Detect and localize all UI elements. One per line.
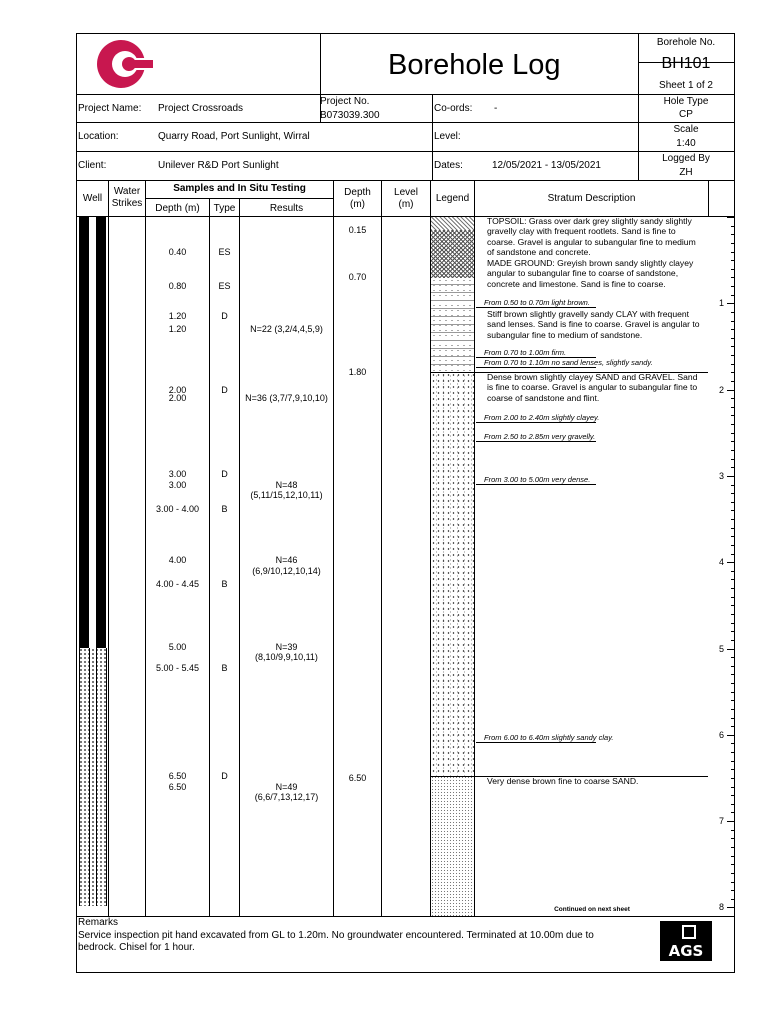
scale-tick [731, 890, 734, 891]
logged-by-label: Logged By [662, 153, 710, 164]
scale-tick [731, 485, 734, 486]
depth-scale-axis [734, 217, 735, 916]
sample-results: N=46 [275, 555, 298, 565]
sample-depth: 2.00 [168, 393, 187, 403]
page-title: Borehole Log [388, 49, 561, 81]
scale-tick [731, 640, 734, 641]
col-sample-type: Type [213, 203, 236, 214]
scale-tick [731, 355, 734, 356]
sample-depth: 4.00 - 4.45 [155, 579, 200, 589]
scale-tick [731, 364, 734, 365]
log-sheet [76, 33, 735, 973]
well-casing-right [96, 217, 106, 648]
sample-depth: 2.00 [168, 385, 187, 395]
scale-tick [731, 433, 734, 434]
col-stratum: Stratum Description [547, 193, 636, 204]
stratum-depth: 0.15 [348, 225, 367, 235]
stratum-description: Stiff brown slightly gravelly sandy CLAY with frequent sand lenses. Sand is fine to coarse. Gravel is angular to subangular fine to medium of sandstone. [487, 309, 700, 340]
sample-depth: 6.50 [168, 771, 187, 781]
project-name: Project Crossroads [158, 103, 244, 114]
scale-tick [731, 441, 734, 442]
sub-note-underline [476, 441, 596, 442]
scale-tick [731, 804, 734, 805]
sample-type: D [221, 311, 228, 321]
sample-depth: 3.00 [168, 469, 187, 479]
sample-results: N=36 (3,7/7,9,10,10) [245, 393, 328, 403]
scale-tick [731, 381, 734, 382]
scale-tick [731, 528, 734, 529]
scale-tick [731, 847, 734, 848]
sample-type: B [221, 579, 228, 589]
company-logo [95, 38, 155, 90]
scale-tick [727, 735, 735, 736]
scale-tick [727, 562, 735, 563]
scale-tick [731, 709, 734, 710]
scale-tick [731, 588, 734, 589]
scale-tick [731, 787, 734, 788]
stratum-description: TOPSOIL: Grass over dark grey slightly sandy slightly gravelly clay with frequent rootlets. Sand is fine to coarse. Gravel is angular to subangular fine to medium of sandstone and concrete. [487, 216, 696, 257]
scale-tick [731, 864, 734, 865]
scale-tick [731, 761, 734, 762]
sample-depth: 1.20 [168, 311, 187, 321]
borehole-no: BH101 [661, 55, 711, 72]
scale-label: 6 [718, 730, 724, 740]
dates-value: 12/05/2021 - 13/05/2021 [492, 160, 601, 171]
scale-tick [731, 424, 734, 425]
scale-tick [731, 234, 734, 235]
scale-tick [727, 303, 735, 304]
scale-label: 5 [718, 644, 724, 654]
legend-sand [431, 776, 474, 916]
scale-tick [731, 778, 734, 779]
scale-tick [731, 812, 734, 813]
scale-tick [731, 554, 734, 555]
scale-value: 1:40 [676, 138, 696, 149]
scale-tick [731, 321, 734, 322]
stratum-sub-note: From 0.70 to 1.10m no sand lenses, slightly sandy. [484, 358, 653, 367]
scale-tick [731, 415, 734, 416]
sample-depth: 5.00 [168, 642, 187, 652]
scale-tick [731, 623, 734, 624]
logged-by: ZH [679, 167, 693, 178]
stratum-depth: 0.70 [348, 272, 367, 282]
scale-tick [731, 743, 734, 744]
scale-tick [731, 398, 734, 399]
scale-tick [727, 821, 735, 822]
sub-note-underline [476, 484, 596, 485]
scale-label: 3 [718, 471, 724, 481]
scale-tick [731, 459, 734, 460]
scale-tick [731, 700, 734, 701]
scale-tick [731, 873, 734, 874]
stratum-sub-note: From 2.50 to 2.85m very gravelly. [484, 432, 596, 441]
remarks-label: Remarks [78, 917, 119, 928]
scale-tick [727, 476, 735, 477]
scale-tick [731, 597, 734, 598]
scale-tick [731, 571, 734, 572]
scale-tick [731, 605, 734, 606]
scale-tick [727, 217, 735, 218]
stratum-description: Very dense brown fine to coarse SAND. [487, 776, 639, 786]
scale-label: 2 [718, 385, 724, 395]
scale-tick [731, 372, 734, 373]
project-name-label: Project Name: [78, 103, 142, 114]
col-water-strikes-2: Strikes [111, 198, 143, 209]
stratum-description: MADE GROUND: Greyish brown sandy slightly clayey angular to subangular fine to coarse of sandstone, concrete and limestone. Sand is fine to coarse. [487, 258, 694, 289]
sample-type: D [221, 469, 228, 479]
legend-made-ground [431, 230, 474, 278]
scale-tick [731, 769, 734, 770]
scale-tick [731, 450, 734, 451]
project-no: B073039.300 [320, 110, 380, 121]
scale-tick [731, 692, 734, 693]
scale-tick [731, 338, 734, 339]
scale-label: 4 [718, 557, 724, 567]
sample-results: N=49 [275, 782, 298, 792]
scale-tick [731, 856, 734, 857]
project-no-label: Project No. [320, 96, 370, 107]
scale-tick [731, 295, 734, 296]
dates-label: Dates: [434, 160, 463, 171]
continued-note: Continued on next sheet [554, 906, 630, 913]
scale-tick [731, 579, 734, 580]
sample-depth: 6.50 [168, 782, 187, 792]
scale-tick [731, 666, 734, 667]
scale-tick [731, 467, 734, 468]
scale-tick [731, 899, 734, 900]
scale-tick [731, 536, 734, 537]
sample-depth: 1.20 [168, 324, 187, 334]
col-well: Well [82, 193, 103, 204]
scale-label: 1 [718, 298, 724, 308]
legend-clay [431, 278, 474, 372]
sample-results: N=22 (3,2/4,4,5,9) [250, 324, 323, 334]
scale-tick [731, 718, 734, 719]
scale-tick [731, 510, 734, 511]
scale-tick [731, 502, 734, 503]
sample-depth: 0.80 [168, 281, 187, 291]
stratum-sub-note: From 3.00 to 5.00m very dense. [484, 475, 591, 484]
hole-type-label: Hole Type [663, 96, 709, 107]
scale-tick [731, 226, 734, 227]
coords-label: Co-ords: [434, 103, 473, 114]
col-sample-results: Results [269, 203, 304, 214]
sub-note-underline [476, 422, 596, 423]
remarks-line-1: Service inspection pit hand excavated from GL to 1.20m. No groundwater encountered. Terminated at 10.00m due to [78, 930, 594, 941]
ags-logo-text: AGS [668, 942, 704, 960]
scale-tick [731, 614, 734, 615]
sub-note-underline [476, 742, 596, 743]
sample-type: ES [218, 247, 231, 257]
hole-type: CP [679, 109, 693, 120]
sample-type: B [221, 504, 228, 514]
sample-depth: 4.00 [168, 555, 187, 565]
scale-tick [731, 269, 734, 270]
scale-tick [727, 390, 735, 391]
well-screen [79, 648, 106, 906]
sub-note-underline [476, 367, 596, 368]
scale-tick [731, 674, 734, 675]
sample-results: (5,11/15,12,10,11) [250, 490, 323, 500]
scale-tick [727, 907, 735, 908]
stratum-description: Dense brown slightly clayey SAND and GRAVEL. Sand is fine to coarse. Gravel is angular to subangular fine to coarse of sandstone and flint. [487, 372, 698, 403]
stratum-sub-note: From 0.70 to 1.00m firm. [484, 348, 567, 357]
scale-tick [731, 657, 734, 658]
level-label: Level: [434, 131, 461, 142]
client-value: Unilever R&D Port Sunlight [158, 160, 279, 171]
sheet-number: Sheet 1 of 2 [659, 80, 713, 91]
scale-tick [727, 649, 735, 650]
stratum-sub-note: From 6.00 to 6.40m slightly sandy clay. [484, 733, 614, 742]
scale-tick [731, 407, 734, 408]
scale-tick [731, 260, 734, 261]
sub-note-underline [476, 307, 596, 308]
col-level: Level [394, 187, 418, 198]
stratum-depth: 6.50 [348, 773, 367, 783]
scale-tick [731, 346, 734, 347]
scale-tick [731, 838, 734, 839]
scale-tick [731, 830, 734, 831]
sample-type: ES [218, 281, 231, 291]
scale-tick [731, 726, 734, 727]
col-sample-depth: Depth (m) [155, 203, 200, 214]
sample-results: (8,10/9,9,10,11) [255, 652, 318, 662]
scale-tick [731, 243, 734, 244]
sample-results: (6,9/10,12,10,14) [252, 566, 321, 576]
legend-sand-gravel [431, 372, 474, 776]
ags-logo [660, 921, 712, 961]
stratum-depth: 1.80 [348, 367, 367, 377]
scale-tick [731, 252, 734, 253]
scale-tick [731, 493, 734, 494]
col-depth-unit: (m) [350, 199, 365, 210]
col-samples-group: Samples and In Situ Testing [173, 183, 306, 194]
location-value: Quarry Road, Port Sunlight, Wirral [158, 131, 310, 142]
col-depth: Depth [344, 187, 371, 198]
well-casing-left [79, 217, 89, 648]
sample-depth: 5.00 - 5.45 [155, 663, 200, 673]
client-label: Client: [78, 160, 107, 171]
col-water-strikes: Water [113, 186, 141, 197]
remarks-line-2: bedrock. Chisel for 1 hour. [78, 942, 195, 953]
sample-results: (6,6/7,13,12,17) [254, 792, 319, 802]
col-legend: Legend [435, 193, 470, 204]
sample-depth: 0.40 [168, 247, 187, 257]
sample-depth: 3.00 [168, 480, 187, 490]
scale-tick [731, 882, 734, 883]
scale-tick [731, 312, 734, 313]
scale-label: 8 [718, 902, 724, 912]
stratum-sub-note: From 0.50 to 0.70m light brown. [484, 298, 590, 307]
borehole-no-label: Borehole No. [656, 37, 716, 48]
scale-tick [731, 519, 734, 520]
scale-tick [731, 631, 734, 632]
legend-topsoil [431, 217, 474, 230]
scale-tick [731, 277, 734, 278]
scale-tick [731, 752, 734, 753]
col-level-unit: (m) [398, 199, 414, 210]
scale-label: Scale [673, 124, 699, 135]
stratum-sub-note: From 2.00 to 2.40m slightly clayey. [484, 413, 600, 422]
scale-tick [731, 329, 734, 330]
scale-label: 7 [718, 816, 724, 826]
sample-type: D [221, 771, 228, 781]
sample-type: B [221, 663, 228, 673]
sample-results: N=48 [275, 480, 298, 490]
scale-tick [731, 795, 734, 796]
sample-results: N=39 [275, 642, 298, 652]
sample-depth: 3.00 - 4.00 [155, 504, 200, 514]
scale-tick [731, 683, 734, 684]
scale-tick [731, 286, 734, 287]
location-label: Location: [78, 131, 119, 142]
scale-tick [731, 545, 734, 546]
coords-value: - [494, 103, 498, 114]
sample-type: D [221, 385, 228, 395]
